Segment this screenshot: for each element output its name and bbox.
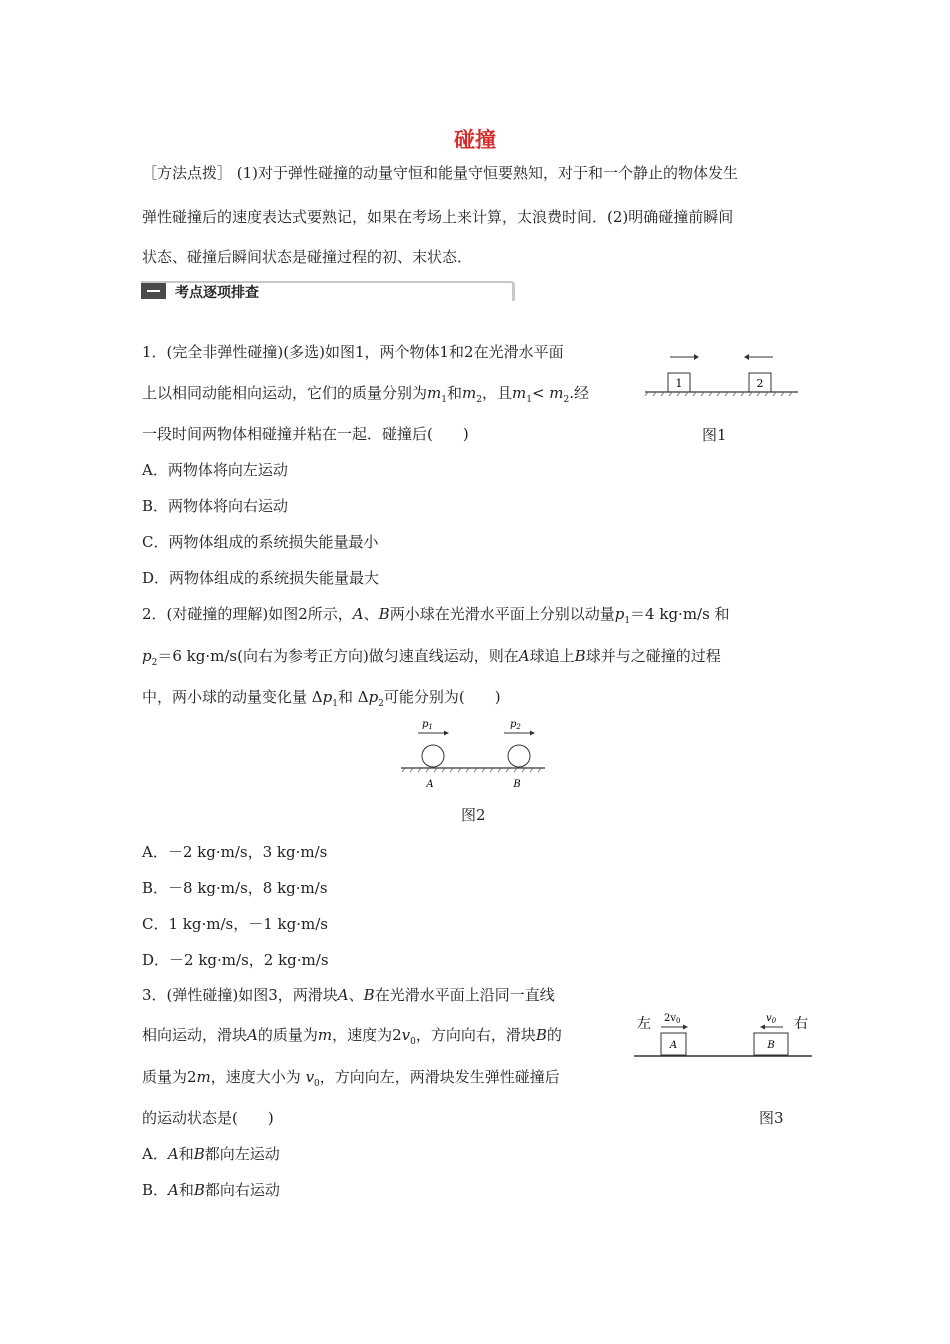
q1-line-3: 一段时间两物体相碰撞并粘在一起．碰撞后( ) xyxy=(142,425,469,443)
q3-line-1: 3．(弹性碰撞)如图3，两滑块A、B在光滑水平面上沿同一直线 xyxy=(142,986,555,1004)
p1-arrow xyxy=(418,731,449,736)
q1-option-c[interactable]: C．两物体组成的系统损失能量最小 xyxy=(142,533,379,551)
left-label: 左 xyxy=(637,1016,651,1032)
page-title: 碰撞 xyxy=(454,128,496,152)
q3-option-b[interactable]: B．A和B都向右运动 xyxy=(142,1181,280,1199)
right-label: 右 xyxy=(794,1016,808,1032)
p2-arrow xyxy=(504,731,535,736)
block-a-label: A xyxy=(669,1040,678,1051)
q2-option-a[interactable]: A．－2 kg·m/s，3 kg·m/s xyxy=(142,843,328,861)
figure-1 xyxy=(640,345,805,400)
q2-option-d[interactable]: D．－2 kg·m/s，2 kg·m/s xyxy=(142,951,329,969)
vb-arrow xyxy=(760,1025,783,1030)
ground-hatch xyxy=(645,392,792,396)
ball-b xyxy=(508,745,530,767)
q3-option-a[interactable]: A．A和B都向左运动 xyxy=(142,1145,280,1163)
q1-line-1: 1．(完全非弹性碰撞)(多选)如图1，两个物体1和2在光滑水平面 xyxy=(142,343,564,361)
ball-a-label: A xyxy=(426,779,434,790)
q1-line-2: 上以相同动能相向运动，它们的质量分别为$m_1$和$m_2$，且$m_1< m_2$.经 xyxy=(142,384,590,405)
va-arrow xyxy=(661,1025,688,1030)
q1-option-b[interactable]: B．两物体将向右运动 xyxy=(142,497,289,515)
vb-label: $v_0$ xyxy=(766,1013,777,1025)
intro-line-1: ［方法点拨］ (1)对于弹性碰撞的动量守恒和能量守恒要熟知，对于和一个静止的物体发生 xyxy=(142,164,739,182)
q1-option-a[interactable]: A．两物体将向左运动 xyxy=(142,461,288,479)
block-b-label: B xyxy=(767,1040,775,1051)
block-1-label: 1 xyxy=(675,377,683,390)
block-1-arrow xyxy=(670,354,699,360)
q2-option-b[interactable]: B．－8 kg·m/s，8 kg·m/s xyxy=(142,879,328,897)
intro-line-3: 状态、碰撞后瞬间状态是碰撞过程的初、末状态． xyxy=(142,248,473,266)
q3-line-4: 的运动状态是( ) xyxy=(142,1109,274,1127)
block-2-arrow xyxy=(744,354,773,360)
figure-2 xyxy=(398,714,548,792)
q2-line-1: 2．(对碰撞的理解)如图2所示，A、B两小球在光滑水平面上分别以动量$p_1=4$ kg·m/s 和 xyxy=(142,605,730,626)
q2-line-3: 中，两小球的动量变化量 $\Delta p_1$和 $\Delta p_2$可能分别为( ) xyxy=(142,688,501,709)
q2-line-2: $p_2=6$ kg·m/s(向右为参考正方向)做匀速直线运动，则在A球追上B球并与之碰撞的过程 xyxy=(142,647,721,668)
block-2-label: 2 xyxy=(756,377,764,390)
figure-3-caption: 图3 xyxy=(759,1109,784,1127)
section-banner xyxy=(141,281,517,301)
intro-line-2: 弹性碰撞后的速度表达式要熟记，如果在考场上来计算，太浪费时间．(2)明确碰撞前瞬间 xyxy=(142,208,734,226)
q3-line-3: 质量为2m，速度大小为 $v_0$，方向向左，两滑块发生弹性碰撞后 xyxy=(142,1068,560,1089)
ball-b-label: B xyxy=(513,779,521,790)
q3-line-2: 相向运动，滑块A的质量为m，速度为$2v_0$，方向向右，滑块B的 xyxy=(142,1026,562,1047)
ball-a xyxy=(422,745,444,767)
p2-label: $p_2$ xyxy=(510,719,521,731)
va-label: $2v_0$ xyxy=(664,1013,681,1025)
p1-label: $p_1$ xyxy=(422,719,433,731)
figure-3 xyxy=(634,1010,814,1065)
figure-2-caption: 图2 xyxy=(461,806,486,824)
q2-option-c[interactable]: C．1 kg·m/s，－1 kg·m/s xyxy=(142,915,328,933)
section-number-icon xyxy=(141,283,166,299)
section-banner-label: 考点逐项排查 xyxy=(175,285,259,301)
q1-option-d[interactable]: D．两物体组成的系统损失能量最大 xyxy=(142,569,380,587)
figure-1-caption: 图1 xyxy=(702,426,727,444)
